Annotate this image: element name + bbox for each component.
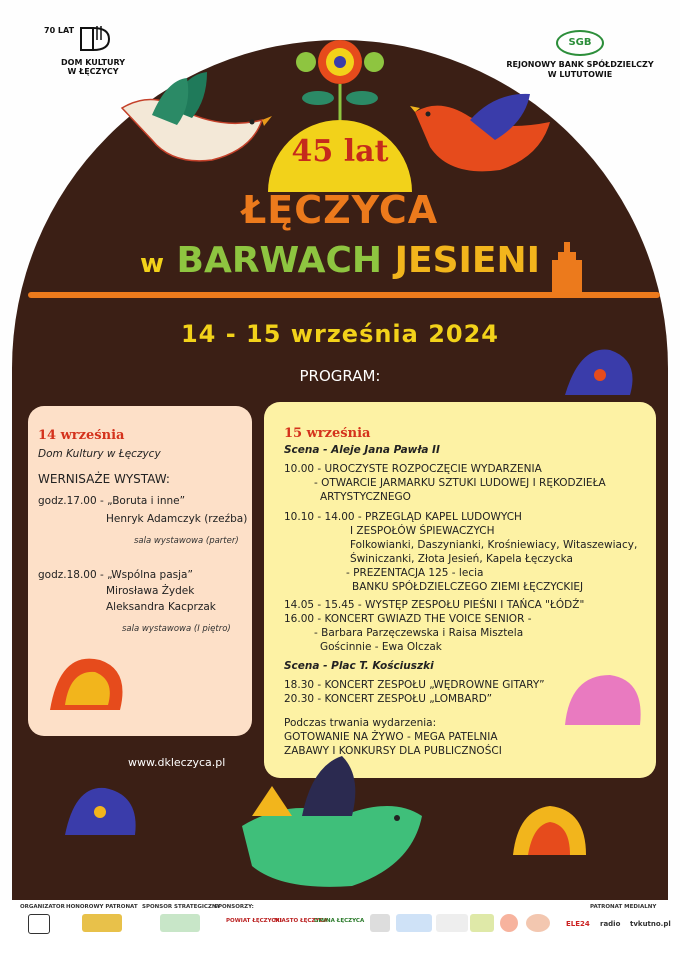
sponsor-strategic-label: SPONSOR STRATEGICZNY: [142, 904, 221, 910]
castle-tower-icon: [548, 238, 586, 294]
folk-flower-left-icon: [40, 640, 140, 720]
sponsor-logo-miasto: MIASTO ŁĘCZYCA: [274, 918, 328, 924]
sponsor-logo-sgb: [160, 914, 200, 932]
folk-bird-left-icon: [112, 70, 272, 170]
schedule-line: ARTYSTYCZNEGO: [320, 491, 411, 503]
title-underline: [28, 292, 660, 298]
folk-flower-yellow-icon: [508, 800, 592, 860]
folk-bird-bottom-icon: [232, 756, 432, 896]
event-dates: 14 - 15 września 2024: [180, 320, 500, 348]
org-name-line1: DOM KULTURY: [61, 58, 125, 67]
sponsor-logo-ele24: ELE24: [566, 920, 590, 928]
day1-event1-time: godz.17.00 - „Boruta i inne”: [38, 495, 186, 507]
title-line1: ŁĘCZYCA: [241, 188, 439, 232]
sgb-logo-mark: SGB: [556, 30, 604, 56]
sponsor-logo-3: [436, 914, 468, 932]
during-line: GOTOWANIE NA ŻYWO - MEGA PATELNIA: [284, 731, 498, 743]
schedule-line: - Barbara Parzęczewska i Raisa Misztela: [314, 627, 524, 639]
folk-flower-right-icon: [560, 340, 640, 400]
schedule-line: 10.00 - UROCZYSTE ROZPOCZĘCIE WYDARZENIA: [284, 463, 542, 475]
sponsor-logo-powiat: POWIAT ŁĘCZYCKI: [226, 918, 282, 924]
sponsor-logo-gmina: GMINA ŁĘCZYCA: [314, 918, 365, 924]
day2-heading: 15 września: [284, 426, 371, 441]
dom-kultury-icon: [73, 22, 113, 56]
day1-section-title: WERNISAŻE WYSTAW:: [38, 472, 170, 486]
day1-event2-room: sala wystawowa (I piętro): [122, 624, 231, 634]
sponsor-sponsors-label: SPONSORZY:: [214, 904, 254, 910]
schedule-line: I ZESPOŁÓW ŚPIEWACZYCH: [350, 525, 495, 537]
schedule-line: Świniczanki, Złota Jesień, Kapela Łęczycka: [350, 553, 573, 565]
day2-scene1: Scena - Aleje Jana Pawła II: [284, 444, 440, 456]
schedule-line: 10.10 - 14.00 - PRZEGLĄD KAPEL LUDOWYCH: [284, 511, 522, 523]
during-label: Podczas trwania wydarzenia:: [284, 717, 437, 729]
schedule-line: Gościnnie - Ewa Olczak: [320, 641, 442, 653]
sponsor-logo-tvkutno: tvkutno.pl: [630, 920, 671, 928]
folk-flower-pink-icon: [560, 670, 650, 730]
day1-event2-time: godz.18.00 - „Wspólna pasja”: [38, 569, 193, 581]
sponsor-logo-1: [370, 914, 390, 932]
sponsor-bar: [0, 900, 680, 960]
program-label: PROGRAM:: [299, 367, 381, 385]
sponsor-patronage-label: HONOROWY PATRONAT: [66, 904, 138, 910]
title-w: w: [139, 249, 164, 279]
sponsor-logo-5: [500, 914, 518, 932]
day1-event2-artist2: Aleksandra Kacprzak: [106, 601, 216, 613]
sponsor-logo-4: [470, 914, 494, 932]
folk-bird-right-icon: [410, 92, 560, 182]
sponsor-logo-organizer: [28, 914, 50, 934]
schedule-line: 18.30 - KONCERT ZESPOŁU „WĘDROWNE GITARY”: [284, 679, 545, 691]
day1-event1-artist: Henryk Adamczyk (rzeźba): [106, 513, 248, 525]
sponsor-media-label: PATRONAT MEDIALNY: [590, 904, 657, 910]
schedule-line: BANKU SPÓŁDZIELCZEGO ZIEMI ŁĘCZYCKIEJ: [352, 581, 584, 593]
schedule-line: 14.05 - 15.45 - WYSTĘP ZESPOŁU PIEŚNI I TAŃCA "ŁÓDŹ": [284, 599, 585, 611]
website-link[interactable]: www.dkleczyca.pl: [128, 756, 226, 769]
day1-event2-artist1: Mirosława Żydek: [106, 585, 195, 597]
schedule-line: - OTWARCIE JARMARKU SZTUKI LUDOWEJ I RĘKODZIEŁA: [314, 477, 606, 489]
sponsor-logo-radio: radio: [600, 920, 621, 928]
anniversary-label: 45 lat: [291, 134, 389, 169]
day1-event1-room: sala wystawowa (parter): [134, 536, 239, 546]
bank-logo: [500, 30, 660, 80]
bank-name-line2: W LUTUTOWIE: [547, 70, 613, 79]
bank-name-line1: REJONOWY BANK SPÓŁDZIELCZY: [506, 60, 654, 69]
day2-scene2: Scena - Plac T. Kościuszki: [284, 660, 434, 672]
org-name-line2: W ŁĘCZYCY: [67, 67, 119, 76]
folk-flower-icon: [288, 36, 392, 122]
day1-heading: 14 września: [38, 428, 125, 443]
sponsor-logo-6: [526, 914, 550, 932]
folk-flower-blue-icon: [60, 780, 150, 840]
day1-place: Dom Kultury w Łęczycy: [38, 448, 161, 460]
title-jesieni: JESIENI: [394, 240, 541, 281]
sponsor-logo-voivodeship: [82, 914, 122, 932]
sponsor-logo-2: [396, 914, 432, 932]
schedule-line: 16.00 - KONCERT GWIAZD THE VOICE SENIOR -: [284, 613, 532, 625]
title-barwach: BARWACH: [176, 240, 383, 281]
org-anniversary: 70 LAT: [44, 26, 75, 35]
schedule-line: - PREZENTACJA 125 - lecia: [346, 567, 484, 579]
sponsor-organizer-label: ORGANIZATOR: [20, 904, 65, 910]
during-line: ZABAWY I KONKURSY DLA PUBLICZNOŚCI: [284, 745, 502, 757]
schedule-line: Folkowianki, Daszynianki, Krośniewiacy, Witaszewiacy,: [350, 539, 638, 551]
schedule-line: 20.30 - KONCERT ZESPOŁU „LOMBARD”: [284, 693, 493, 705]
